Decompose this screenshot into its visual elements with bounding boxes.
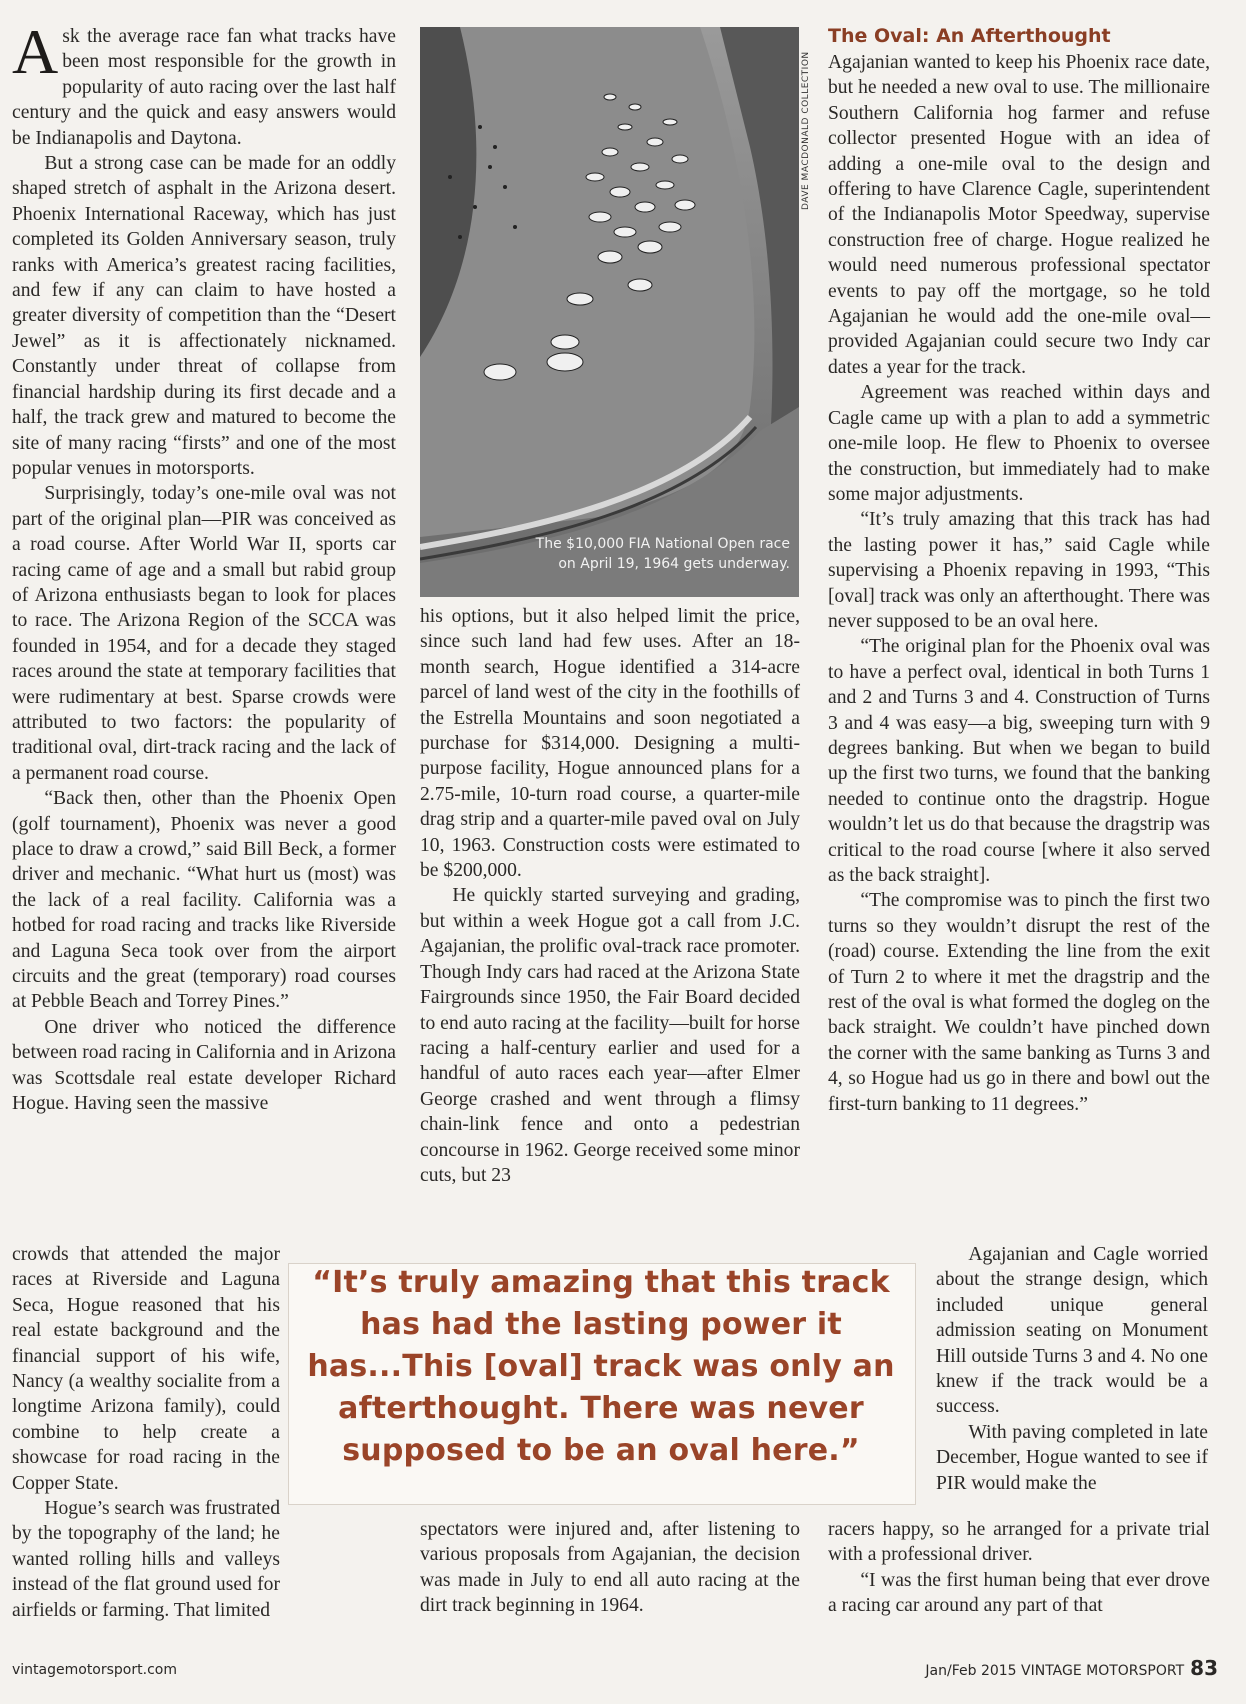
column-2-bottom: [420, 1517, 800, 1619]
paragraph: “The original plan for the Phoenix oval was to have a perfect oval, identical in both Turns 1 and 2 and Turns 3 and 4. Construction of Turns 3 and 4 was easy—a big, sweeping turn with 9 degrees banking. But when we began to build up the first two turns, we found that the banking needed to continue onto the dragstrip. Hogue wouldn’t let us do that because the dragstrip was critical to the road course [where it also served as the back straight].: [828, 636, 1210, 886]
paragraph: He quickly started surveying and grading, but within a week Hogue got a call from J.C. Agajanian, the prolific oval-track race promoter. Though Indy cars had raced at the Arizona State Fairgrounds since 1950, the Fair Board decided to end auto racing at the facility—built for horse racing a half-century earlier and used for a handful of auto races each year—after Elmer George crashed and went through a flimsy chain-link fence and onto a pedestrian concourse in 1962. George received some minor cuts, but 23: [420, 885, 800, 1186]
paragraph: Surprisingly, today’s one-mile oval was not part of the original plan—PIR was conceived as a road course. After World War II, sports car racing came of age and a small but rabid group of Arizona enthusiasts began to look for places to race. The Arizona Region of the SCCA was founded in 1954, and for a decade they staged races around the state at temporary facilities that were rudimentary at best. Sparse crowds were attributed to two factors: the popularity of traditional oval, dirt-track racing and the lack of a permanent road course.: [12, 483, 396, 784]
photo-caption: The $10,000 FIA National Open race on April 19, 1964 gets underway.: [535, 536, 790, 572]
paragraph: One driver who noticed the difference between road racing in California and in Arizona was Scottsdale real estate developer Richard Hogue. Having seen the massive: [12, 1016, 396, 1115]
footer-website: vintagemotorsport.com: [12, 1662, 177, 1678]
race-start-photo: [420, 27, 799, 597]
paragraph: Agajanian wanted to keep his Phoenix race date, but he needed a new oval to use. The millionaire Southern California hog farmer and refuse collector presented Hogue with an idea of adding a one-mile oval to the design and offering to have Clarence Cagle, superintendent of the Indianapolis Motor Speedway, supervise construction free of charge. Hogue realized he would need numerous professional spectator events to pay off the mortgage, so he told Agajanian he would add the one-mile oval—provided Agajanian could secure two Indy car dates a year for the track.: [828, 52, 1210, 378]
page-number: 83: [1190, 1656, 1218, 1680]
column-3: [828, 24, 1210, 1117]
paragraph: “I was the first human being that ever drove a racing car around any part of that: [828, 1569, 1210, 1617]
pull-quote: “It’s truly amazing that this track has had the lasting power it has...This [oval] track was only an afterthought. There was never supposed to be an oval here.”: [307, 1265, 895, 1468]
column-1-wrap: [12, 1242, 280, 1623]
paragraph: his options, but it also helped limit the price, since such land had few uses. After an 18-month search, Hogue identified a 314-acre parcel of land west of the city in the foothills of the Estrella Mountains and soon negotiated a purchase for $314,000. Designing a multi-purpose facility, Hogue announced plans for a 2.75-mile, 10-turn road course, a quarter-mile drag strip and a quarter-mile paved oval on July 10, 1963. Construction costs were estimated to be $200,000.: [420, 606, 800, 882]
paragraph: But a strong case can be made for an oddly shaped stretch of asphalt in the Arizona desert. Phoenix International Raceway, which has just completed its Golden Anniversary season, truly ranks with America’s greatest racing facilities, and few if any can claim to have hosted a greater diversity of competition than the “Desert Jewel” as it is affectionately nicknamed. Constantly under threat of collapse from financial hardship during its first decade and a half, the track grew and matured to become the site of many racing “firsts” and one of the most popular venues in motorsports.: [12, 153, 396, 479]
paragraph: Hogue’s search was frustrated by the topography of the land; he wanted rolling hills and valleys instead of the flat ground used for airfields or farming. That limited: [12, 1498, 280, 1621]
race-photo-illustration: [420, 27, 799, 597]
column-1: [12, 16, 396, 1116]
photo-credit: DAVE MACDONALD COLLECTION: [801, 51, 811, 210]
column-3-wrap: [936, 1242, 1208, 1496]
column-3-bottom: [828, 1517, 1210, 1619]
section-heading: The Oval: An Afterthought: [828, 25, 1111, 47]
paragraph: “Back then, other than the Phoenix Open (golf tournament), Phoenix was never a good place to draw a crowd,” said Bill Beck, a former driver and mechanic. “What hurt us (most) was the lack of a real facility. California was a hotbed for road racing and tracks like Riverside and Laguna Seca took over from the airport circuits and the great (temporary) road courses at Pebble Beach and Torrey Pines.”: [12, 788, 396, 1013]
paragraph: spectators were injured and, after listening to various proposals from Agajanian, the decision was made in July to end all auto racing at the dirt track beginning in 1964.: [420, 1519, 800, 1617]
drop-cap: A: [12, 16, 59, 87]
paragraph-text: sk the average race fan what tracks have been most responsible for the growth in popularity of auto racing over the last half century and the quick and easy answers would be Indianapolis and Daytona.: [12, 26, 396, 149]
paragraph: “It’s truly amazing that this track has had the lasting power it has,” said Cagle while supervising a Phoenix repaving in 1993, “This [oval] track was only an afterthought. There was never supposed to be an oval here.: [828, 509, 1210, 632]
paragraph: crowds that attended the major races at Riverside and Laguna Seca, Hogue reasoned that his real estate background and the financial support of his wife, Nancy (a wealthy socialite from a longtime Arizona family), could combine to help create a showcase for road racing in the Copper State.: [12, 1244, 280, 1494]
paragraph: With paving completed in late December, Hogue wanted to see if PIR would make the: [936, 1421, 1208, 1494]
column-2: [420, 604, 800, 1188]
issue-label: Jan/Feb 2015 VINTAGE MOTORSPORT: [925, 1663, 1185, 1679]
paragraph: racers happy, so he arranged for a private trial with a professional driver.: [828, 1519, 1210, 1566]
paragraph: Agajanian and Cagle worried about the strange design, which included unique general admission seating on Monument Hill outside Turns 3 and 4. No one knew if the track would be a success.: [936, 1244, 1208, 1418]
paragraph: [12, 16, 396, 151]
paragraph: “The compromise was to pinch the first two turns so they wouldn’t disrupt the rest of the (road) course. Extending the line from the exit of Turn 2 to where it met the dragstrip and the rest of the oval is what formed the dogleg on the back straight. We couldn’t have pinched down the corner with the same banking as Turns 3 and 4, so Hogue had us go in there and bowl out the first-turn banking to 11 degrees.”: [828, 890, 1210, 1115]
paragraph: Agreement was reached within days and Cagle came up with a plan to add a symmetric one-mile loop. He flew to Phoenix to oversee the construction, but immediately had to make some major adjustments.: [828, 382, 1210, 505]
footer-issue: [925, 1656, 1218, 1680]
